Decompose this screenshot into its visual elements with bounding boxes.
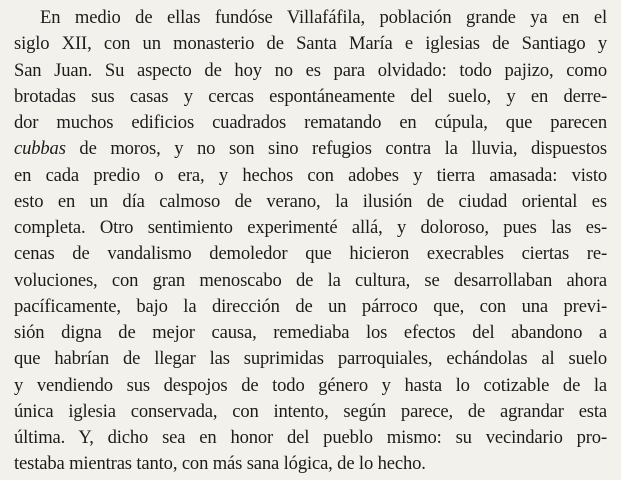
text-line-4: brotadas sus casas y cercas espontáneamente del suelo, y en derre- xyxy=(14,85,607,107)
text-line-13: sión digna de mejor causa, remediaba los efectos del abandono a xyxy=(14,322,607,343)
text-line-17: última. Y, dicho sea en honor del pueblo mismo: su vecindario pro- xyxy=(14,427,607,448)
text-line-5: dor muchos edificios cuadrados rematando en cúpula, que parecen xyxy=(14,112,607,133)
text-line-9: completa. Otro sentimiento experimenté allá, y doloroso, pues las es- xyxy=(14,217,607,238)
text-line-3: San Juan. Su aspecto de hoy no es para olvidado: todo pajizo, como xyxy=(14,59,607,81)
text-line-15: y vendiendo sus despojos de todo género y hasta lo cotizable de la xyxy=(14,374,607,396)
text-line-10: cenas de vandalismo demoledor que hicieron execrables ciertas re- xyxy=(14,243,607,265)
body-paragraph xyxy=(14,5,607,478)
text-line-18: testaba mientras tanto, con más sana lógica, de lo hecho. xyxy=(14,453,426,475)
text-line-16: única iglesia conservada, con intento, según parece, de agrandar esta xyxy=(14,400,607,422)
italic-word-cubbas: cubbas xyxy=(14,138,66,160)
text-line-12: pacíficamente, bajo la dirección de un párroco que, con una previ- xyxy=(14,295,607,317)
text-line-1: En medio de ellas fundóse Villafáfila, población grande ya en el xyxy=(40,7,607,28)
text-line-7: en cada predio o era, y hechos con adobes y tierra amasada: visto xyxy=(14,164,607,186)
text-line-14: que habrían de llegar las suprimidas parroquiales, echándolas al suelo xyxy=(14,348,607,370)
text-line-6-rest: de moros, y no son sino refugios contra la lluvia, dispuestos xyxy=(65,138,607,160)
text-line-6 xyxy=(14,136,607,162)
text-line-11: voluciones, con gran menoscabo de la cultura, se desarrollaban ahora xyxy=(14,269,607,291)
text-line-8: esto en un día calmoso de verano, la ilusión de ciudad oriental es xyxy=(14,190,607,212)
text-line-2: siglo XII, con un monasterio de Santa María e iglesias de Santiago y xyxy=(14,33,607,55)
